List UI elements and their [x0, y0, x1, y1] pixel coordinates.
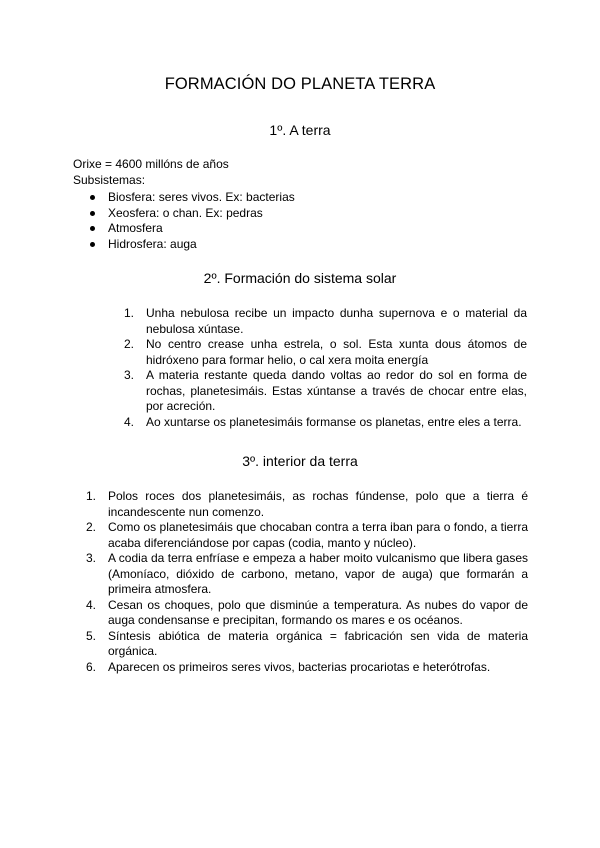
list-item: Xeosfera: o chan. Ex: pedras — [108, 206, 295, 222]
bullet-icon — [90, 226, 95, 231]
section-1-heading: 1º. A terra — [269, 122, 331, 138]
section-3-heading: 3º. interior da terra — [242, 453, 358, 469]
bullet-icon — [90, 242, 95, 247]
list-item: 2. No centro crease unha estrela, o sol. Esta xunta dous átomos de hidróxeno para formar helio, o cal xera moita energía — [124, 337, 527, 367]
section-2-heading: 2º. Formación do sistema solar — [203, 270, 397, 286]
subsystems-label: Subsistemas: — [73, 173, 146, 187]
list-item: 3. A materia restante queda dando voltas ao redor do sol en forma de rochas, planetesimáis. Estas xúntanse a través de chocar entre elas, por acreción. — [124, 368, 527, 413]
list-item: 6. Aparecen os primeiros seres vivos, bacterias procariotas e heterótrofas. — [86, 659, 491, 674]
list-item: 1. Polos roces dos planetesimáis, as rochas fúndense, polo que a tierra é incandescente nun comenzo. — [86, 489, 528, 519]
list-item: 2. Como os planetesimáis que chocaban contra a terra iban para o fondo, a tierra acaba diferenciándose por capas (codia, manto y núcleo). — [86, 520, 528, 550]
list-item: 4. Cesan os choques, polo que disminúe a temperatura. As nubes do vapor de auga condensanse e precipitan, formando os mares e os océanos. — [86, 597, 528, 627]
list-item: Hidrosfera: auga — [108, 237, 295, 253]
list-item: 3. A codia da terra enfríase e empeza a haber moito vulcanismo que libera gases (Amoníaco, dióxido de carbono, metano, vapor de auga) que formarán a primeira atmosfera. — [86, 551, 528, 596]
list-item: 4. Ao xuntarse os planetesimáis formanse os planetas, entre eles a terra. — [124, 414, 522, 429]
origin-text: Orixe = 4600 millóns de años — [73, 157, 229, 171]
list-item: Atmosfera — [108, 221, 295, 237]
list-item: 5. Síntesis abiótica de materia orgánica = fabricación sen vida de materia orgánica. — [86, 628, 528, 658]
document-title: FORMACIÓN DO PLANETA TERRA — [164, 75, 436, 93]
bullet-icon — [90, 195, 95, 200]
bullet-icon — [90, 211, 95, 216]
subsystems-list — [108, 190, 295, 252]
list-item: 1. Unha nebulosa recibe un impacto dunha supernova e o material da nebulosa xúntase. — [124, 306, 527, 336]
list-item: Biosfera: seres vivos. Ex: bacterias — [108, 190, 295, 206]
solar-system-list — [124, 306, 527, 430]
earth-interior-list — [86, 489, 528, 675]
